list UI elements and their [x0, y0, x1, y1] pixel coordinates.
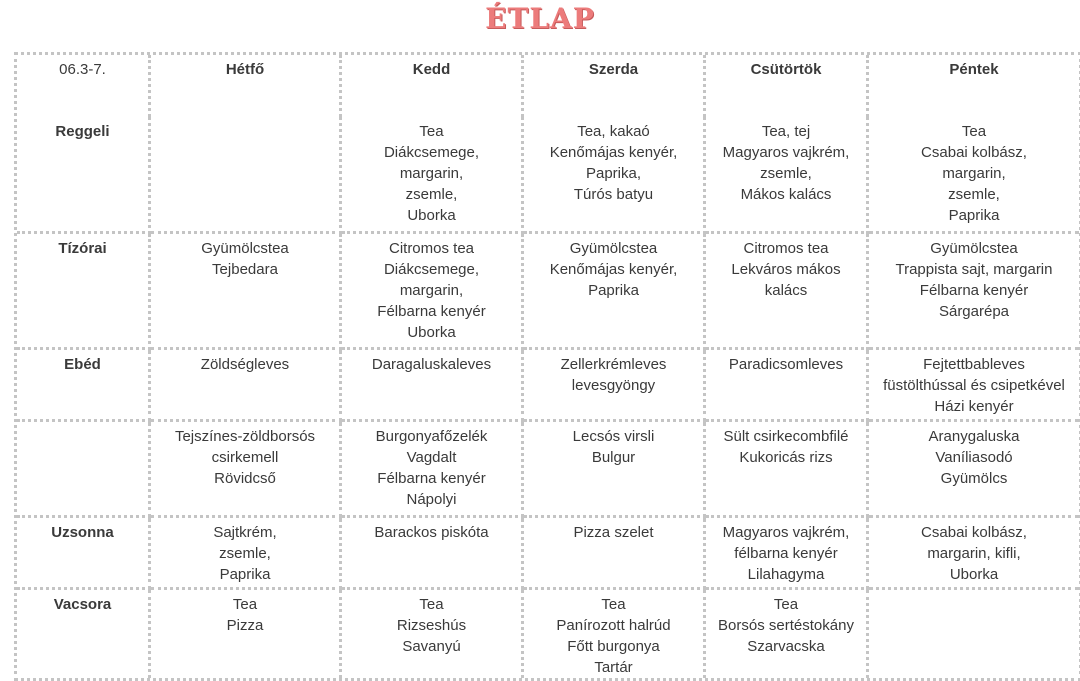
menu-cell: Magyaros vajkrém, félbarna kenyér Lilahagyma: [706, 518, 869, 590]
menu-cell: Citromos tea Diákcsemege, margarin, Félbarna kenyér Uborka: [342, 234, 524, 350]
menu-cell: Sült csirkecombfilé Kukoricás rizs: [706, 422, 869, 518]
meal-row-vacsora: [17, 590, 1079, 678]
day-header-tuesday: Kedd: [342, 55, 524, 117]
menu-cell: Tea Rizseshús Savanyú: [342, 590, 524, 678]
menu-cell: Paradicsomleves: [706, 350, 869, 422]
menu-cell: Aranygaluska Vaníliasodó Gyümölcs: [869, 422, 1079, 518]
menu-cell: Tea, kakaó Kenőmájas kenyér, Paprika, Túrós batyu: [524, 117, 706, 234]
meal-label: Tízórai: [17, 234, 151, 350]
menu-cell: Tea Pizza: [151, 590, 342, 678]
menu-cell: Gyümölcstea Trappista sajt, margarin Félbarna kenyér Sárgarépa: [869, 234, 1079, 350]
page-title: ÉTLAP: [485, 2, 595, 35]
meal-label: Vacsora: [17, 590, 151, 678]
day-header-wednesday: Szerda: [524, 55, 706, 117]
day-header-monday: Hétfő: [151, 55, 342, 117]
menu-cell: [869, 590, 1079, 678]
meal-row-ebed: [17, 350, 1079, 422]
menu-cell: Gyümölcstea Kenőmájas kenyér, Paprika: [524, 234, 706, 350]
day-header-thursday: Csütörtök: [706, 55, 869, 117]
date-range: 06.3-7.: [17, 55, 151, 117]
menu-cell: Csabai kolbász, margarin, kifli, Uborka: [869, 518, 1079, 590]
meal-row-reggeli: [17, 117, 1079, 234]
meal-label: Reggeli: [17, 117, 151, 234]
meal-row-ebed-main: [17, 422, 1079, 518]
menu-cell: Tea, tej Magyaros vajkrém, zsemle, Mákos kalács: [706, 117, 869, 234]
menu-cell: Tea Borsós sertéstokány Szarvacska: [706, 590, 869, 678]
header-row: [17, 55, 1079, 117]
menu-cell: Sajtkrém, zsemle, Paprika: [151, 518, 342, 590]
meal-label: Uzsonna: [17, 518, 151, 590]
menu-cell: Tea Diákcsemege, margarin, zsemle, Uborka: [342, 117, 524, 234]
menu-cell: Pizza szelet: [524, 518, 706, 590]
menu-cell: Tea Panírozott halrúd Főtt burgonya Tartár: [524, 590, 706, 678]
meal-label: Ebéd: [17, 350, 151, 422]
menu-table: [14, 52, 1080, 681]
menu-cell: Gyümölcstea Tejbedara: [151, 234, 342, 350]
meal-row-uzsonna: [17, 518, 1079, 590]
menu-cell: Fejtettbableves füstölthússal és csipetkével Házi kenyér: [869, 350, 1079, 422]
menu-cell: Tejszínes-zöldborsós csirkemell Rövidcső: [151, 422, 342, 518]
menu-cell: Burgonyafőzelék Vagdalt Félbarna kenyér Nápolyi: [342, 422, 524, 518]
menu-cell: [151, 117, 342, 234]
menu-cell: Daragaluskaleves: [342, 350, 524, 422]
meal-row-tizorai: [17, 234, 1079, 350]
menu-cell: Zellerkrémleves levesgyöngy: [524, 350, 706, 422]
menu-cell: Lecsós virsli Bulgur: [524, 422, 706, 518]
day-header-friday: Péntek: [949, 61, 999, 78]
menu-cell: Barackos piskóta: [342, 518, 524, 590]
meal-label: [17, 422, 151, 518]
menu-cell: Citromos tea Lekváros mákos kalács: [706, 234, 869, 350]
menu-cell: Zöldségleves: [151, 350, 342, 422]
menu-cell: Tea Csabai kolbász, margarin, zsemle, Paprika: [869, 117, 1079, 234]
